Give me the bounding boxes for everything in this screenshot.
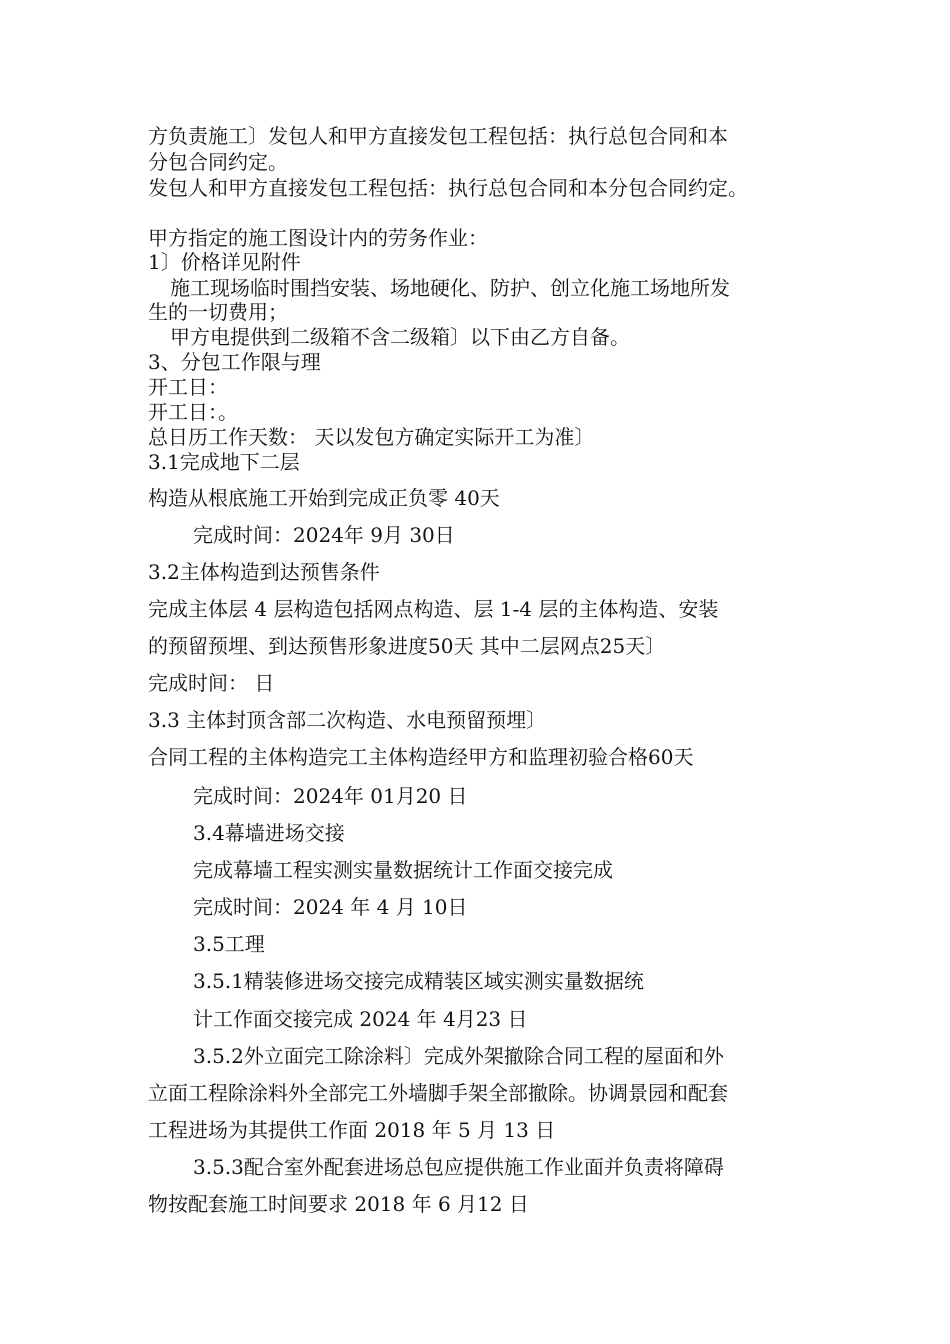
text-line: 方负责施工〕发包人和甲方直接发包工程包括：执行总包合同和本 bbox=[148, 124, 728, 148]
text-line: 的预留预埋、到达预售形象进度50天 其中二层网点25天〕 bbox=[148, 634, 666, 658]
text-line: 完成幕墙工程实测实量数据统计工作面交接完成 bbox=[193, 858, 613, 882]
text-line: 发包人和甲方直接发包工程包括：执行总包合同和本分包合同约定。 bbox=[148, 176, 748, 200]
text-line: 3.5.2外立面完工除涂料〕完成外架撤除合同工程的屋面和外 bbox=[193, 1044, 724, 1068]
text-line: 3.5.1精装修进场交接完成精装区域实测实量数据统 bbox=[193, 969, 644, 993]
text-line: 总日历工作天数： 天以发包方确定实际开工为准〕 bbox=[148, 425, 595, 449]
text-line: 立面工程除涂料外全部完工外墙脚手架全部撤除。协调景园和配套 bbox=[148, 1081, 728, 1105]
text-line: 分包合同约定。 bbox=[148, 150, 288, 174]
text-line: 开工日： bbox=[148, 375, 228, 399]
text-line: 3、分包工作限与理 bbox=[148, 350, 321, 374]
text-line: 完成时间：2024年 9月 30日 bbox=[193, 523, 455, 547]
text-line: 物按配套施工时间要求 2018 年 6 月12 日 bbox=[148, 1192, 529, 1216]
text-line: 甲方指定的施工图设计内的劳务作业： bbox=[148, 226, 488, 250]
text-line: 生的一切费用； bbox=[148, 300, 288, 324]
text-line: 1〕价格详见附件 bbox=[148, 250, 301, 274]
text-line: 合同工程的主体构造完工主体构造经甲方和监理初验合格60天 bbox=[148, 745, 694, 769]
text-line: 3.2主体构造到达预售条件 bbox=[148, 560, 380, 584]
text-line: 完成时间：2024年 01月20 日 bbox=[193, 784, 468, 808]
text-line: 甲方电提供到二级箱不含二级箱〕以下由乙方自备。 bbox=[170, 325, 630, 349]
text-line: 3.5.3配合室外配套进场总包应提供施工作业面并负责将障碍 bbox=[193, 1155, 724, 1179]
text-line: 完成时间：2024 年 4 月 10日 bbox=[193, 895, 468, 919]
text-line: 3.1完成地下二层 bbox=[148, 450, 300, 474]
text-line: 开工日：。 bbox=[148, 400, 238, 424]
text-line: 计工作面交接完成 2024 年 4月23 日 bbox=[193, 1007, 528, 1031]
text-line: 3.4幕墙进场交接 bbox=[193, 821, 345, 845]
text-line: 3.5工理 bbox=[193, 932, 265, 956]
text-line: 3.3 主体封顶含部二次构造、水电预留预埋〕 bbox=[148, 708, 547, 732]
text-line: 工程进场为其提供工作面 2018 年 5 月 13 日 bbox=[148, 1118, 556, 1142]
text-line: 施工现场临时围挡安装、场地硬化、防护、创立化施工场地所发 bbox=[170, 276, 730, 300]
text-line: 完成时间： 日 bbox=[148, 671, 275, 695]
text-line: 构造从根底施工开始到完成正负零 40天 bbox=[148, 486, 500, 510]
text-line: 完成主体层 4 层构造包括网点构造、层 1-4 层的主体构造、安装 bbox=[148, 597, 719, 621]
